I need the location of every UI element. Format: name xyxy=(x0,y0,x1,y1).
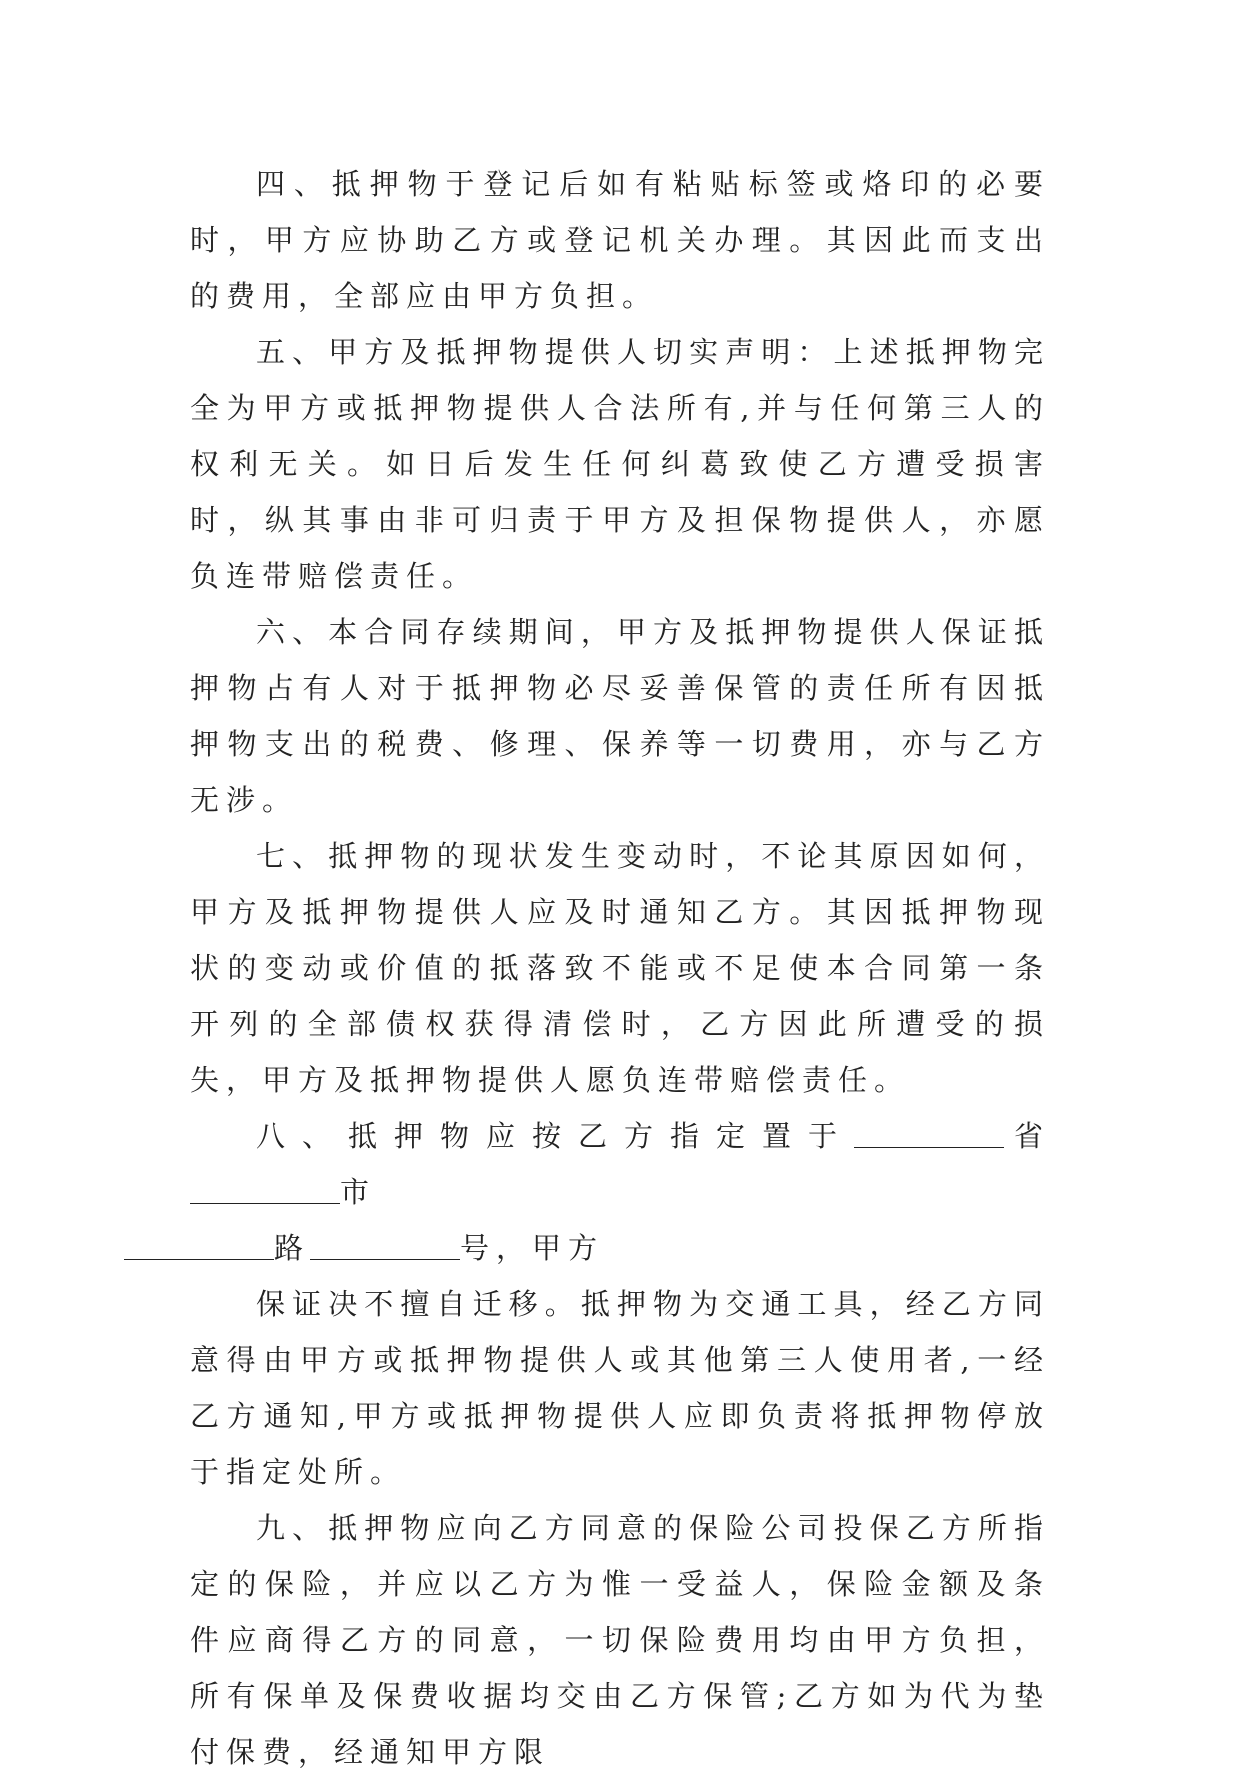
clause-8-city: 市 xyxy=(340,1175,377,1209)
clause-9: 九、抵押物应向乙方同意的保险公司投保乙方所指定的保险，并应以乙方为惟一受益人，保险金额及条件应商得乙方的同意，一切保险费用均由甲方负担，所有保单及保费收据均交由乙方保管;乙方如为代为垫付保费，经通知甲方限 xyxy=(190,1511,1050,1769)
clause-8-number-suffix: 号，甲方 xyxy=(460,1231,605,1265)
clause-8-continued: 保证决不擅自迁移。抵押物为交通工具，经乙方同意得由甲方或抵押物提供人或其他第三人使用者,一经乙方通知,甲方或抵押物提供人应即负责将抵押物停放于指定处所。 xyxy=(190,1287,1050,1489)
clause-6: 六、本合同存续期间，甲方及抵押物提供人保证抵押物占有人对于抵押物必尽妥善保管的责任所有因抵押物支出的税费、修理、保养等一切费用，亦与乙方无涉。 xyxy=(190,615,1050,817)
clause-8-lead: 八、抵押物应按乙方指定置于 xyxy=(256,1119,854,1153)
clause-8-road: 路 xyxy=(274,1231,311,1265)
clause-4: 四、抵押物于登记后如有粘贴标签或烙印的必要时，甲方应协助乙方或登记机关办理。其因此而支出的费用，全部应由甲方负担。 xyxy=(190,167,1050,313)
blank-city-field[interactable] xyxy=(190,1173,340,1204)
blank-number-field[interactable] xyxy=(310,1229,460,1260)
contract-page xyxy=(190,156,1050,1780)
clause-8 xyxy=(190,1108,1050,1276)
clause-7: 七、抵押物的现状发生变动时，不论其原因如何，甲方及抵押物提供人应及时通知乙方。其因抵押物现状的变动或价值的抵落致不能或不足使本合同第一条开列的全部债权获得清偿时，乙方因此所遭受的损失，甲方及抵押物提供人愿负连带赔偿责任。 xyxy=(190,839,1050,1097)
clause-8-province: 省 xyxy=(1003,1119,1050,1153)
clause-5: 五、甲方及抵押物提供人切实声明：上述抵押物完全为甲方或抵押物提供人合法所有,并与任何第三人的权利无关。如日后发生任何纠葛致使乙方遭受损害时，纵其事由非可归责于甲方及担保物提供人，亦愿负连带赔偿责任。 xyxy=(190,335,1050,593)
blank-district-field[interactable] xyxy=(124,1229,274,1260)
blank-province-field[interactable] xyxy=(854,1117,1004,1148)
